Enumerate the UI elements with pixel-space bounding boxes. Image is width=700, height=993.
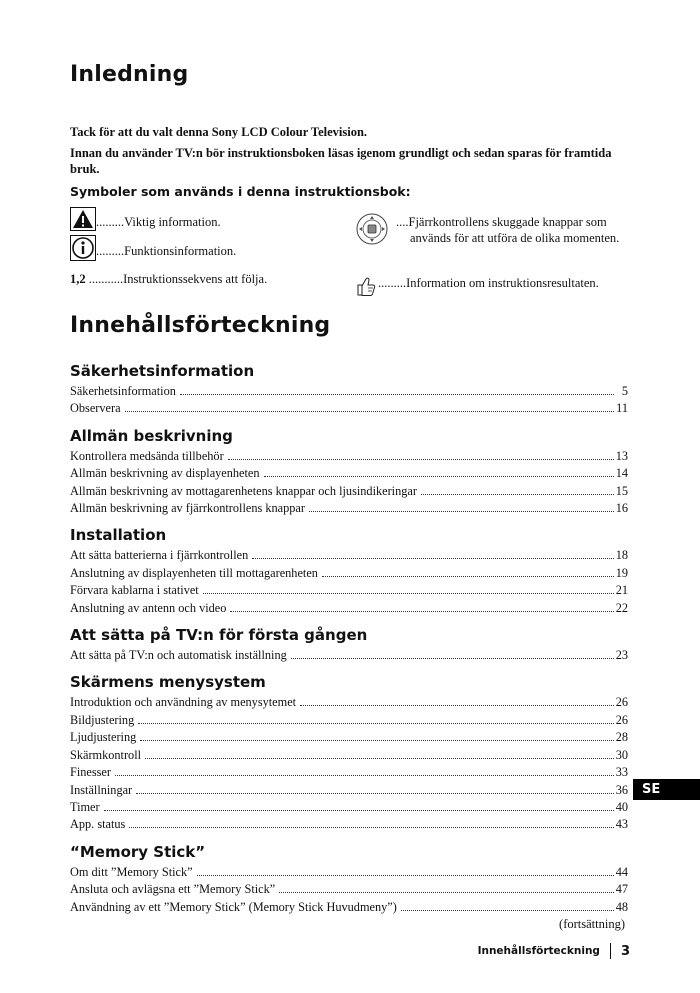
toc-entry[interactable] (70, 500, 628, 517)
toc-entry[interactable] (70, 881, 628, 898)
toc-entry-page: 28 (615, 730, 628, 745)
toc-leader-dots (203, 593, 614, 594)
toc-section-heading: Allmän beskrivning (70, 426, 233, 445)
language-tab: SE (633, 779, 700, 800)
toc-entry[interactable] (70, 400, 628, 417)
thumbs-up-icon (355, 275, 377, 302)
toc-entry[interactable] (70, 764, 628, 781)
toc-entry-page: 19 (615, 565, 628, 580)
toc-leader-dots (115, 775, 614, 776)
toc-entry-title: Skärmkontroll (70, 747, 142, 762)
toc-entry-page: 18 (615, 548, 628, 563)
toc-entry-page: 16 (615, 501, 628, 516)
toc-entry-page: 43 (615, 817, 628, 832)
toc-entry[interactable] (70, 483, 628, 500)
toc-entry-page: 14 (615, 466, 628, 481)
toc-entry[interactable] (70, 565, 628, 582)
toc-entry-title: Säkerhetsinformation (70, 384, 176, 398)
table-of-contents (70, 355, 628, 916)
toc-entry-page: 23 (615, 648, 628, 663)
symbol-result-text: .........Information om instruktionsresultaten. (378, 276, 599, 290)
toc-leader-dots (138, 723, 613, 724)
toc-leader-dots (322, 576, 614, 577)
toc-entry[interactable] (70, 383, 628, 400)
toc-entry-page: 11 (616, 401, 628, 416)
toc-leader-dots (291, 658, 614, 659)
toc-entry[interactable] (70, 465, 628, 482)
toc-leader-dots (421, 494, 614, 495)
symbols-title: Symboler som används i denna instruktionsbok: (70, 184, 411, 199)
toc-leader-dots (264, 476, 614, 477)
toc-leader-dots (140, 740, 613, 741)
toc-section-heading: Att sätta på TV:n för första gången (70, 626, 368, 645)
toc-entry-title: Att sätta batterierna i fjärrkontrollen (70, 548, 249, 563)
page-title-intro: Inledning (70, 62, 189, 87)
toc-entry-title: Finesser (70, 765, 111, 780)
toc-entry-title: Anslutning av displayenheten till mottagarenheten (70, 565, 318, 580)
page-number: 3 (620, 943, 630, 959)
toc-entry[interactable] (70, 864, 628, 881)
toc-entry-page: 26 (615, 695, 628, 710)
toc-entry-title: Timer (70, 799, 100, 814)
toc-entry[interactable] (70, 694, 628, 711)
toc-leader-dots (252, 558, 613, 559)
toc-leader-dots (300, 705, 614, 706)
toc-entry[interactable] (70, 899, 628, 916)
toc-entry-title: Introduktion och användning av menysytemet (70, 695, 297, 710)
toc-entry-title: Förvara kablarna i stativet (70, 583, 199, 598)
toc-entry-title: Att sätta på TV:n och automatisk inställning (70, 648, 287, 663)
toc-section-heading: “Memory Stick” (70, 842, 206, 861)
footer-label: Innehållsförteckning (477, 945, 600, 957)
intro-read-manual: Innan du använder TV:n bör instruktionsboken läsas igenom grundligt och sedan sparas för framtida bruk. (70, 146, 612, 176)
toc-entry-page: 48 (615, 899, 628, 914)
toc-section-heading: Skärmens menysystem (70, 673, 266, 692)
toc-entry-title: Kontrollera medsända tillbehör (70, 448, 224, 463)
toc-entry[interactable] (70, 547, 628, 564)
toc-leader-dots (309, 511, 614, 512)
toc-leader-dots (129, 827, 613, 828)
toc-entry[interactable] (70, 647, 628, 664)
page-title-toc: Innehållsförteckning (70, 313, 331, 338)
toc-entry-title: Allmän beskrivning av mottagarenhetens knappar och ljusindikeringar (70, 483, 417, 498)
toc-entry-page: 30 (615, 747, 628, 762)
toc-entry-title: Användning av ett ”Memory Stick” (Memory Stick Huvudmeny”) (70, 899, 397, 914)
toc-leader-dots (180, 394, 614, 395)
toc-entry-page: 47 (615, 882, 628, 897)
symbol-steps-text: ...........Instruktionssekvens att följa. (85, 272, 268, 286)
toc-leader-dots (230, 611, 613, 612)
toc-section-heading: Säkerhetsinformation (70, 362, 255, 380)
toc-leader-dots (401, 910, 614, 911)
toc-entry[interactable] (70, 747, 628, 764)
toc-entry-title: Bildjustering (70, 712, 135, 727)
toc-section-heading: Installation (70, 526, 167, 545)
toc-entry-title: Ljudjustering (70, 730, 137, 745)
toc-leader-dots (104, 810, 614, 811)
toc-entry-page: 44 (615, 864, 628, 879)
toc-entry-title: Om ditt ”Memory Stick” (70, 864, 193, 879)
symbol-remote-text: ....Fjärrkontrollens skuggade knappar som används för att utföra de olika momenten. (396, 215, 620, 245)
warning-icon (70, 207, 96, 236)
info-icon (70, 235, 96, 266)
toc-entry-page: 22 (615, 600, 628, 615)
toc-leader-dots (228, 459, 614, 460)
continued-note: (fortsättning) (559, 917, 625, 931)
toc-entry[interactable] (70, 712, 628, 729)
toc-entry-title: Anslutning av antenn och video (70, 600, 227, 615)
toc-entry[interactable] (70, 782, 628, 799)
toc-entry-page: 15 (615, 483, 628, 498)
toc-entry-page: 13 (615, 448, 628, 463)
remote-control-icon (355, 212, 389, 251)
toc-leader-dots (145, 758, 614, 759)
toc-entry-title: Observera (70, 401, 121, 416)
intro-thanks: Tack för att du valt denna Sony LCD Colour Television. (70, 125, 368, 139)
footer-divider (610, 943, 611, 959)
toc-entry-title: Allmän beskrivning av fjärrkontrollens knappar (70, 501, 305, 516)
toc-entry-title: Ansluta och avlägsna ett ”Memory Stick” (70, 882, 276, 897)
toc-entry-page: 5 (621, 384, 628, 398)
toc-entry-page: 26 (615, 712, 628, 727)
toc-entry[interactable] (70, 448, 628, 465)
toc-leader-dots (279, 892, 613, 893)
toc-entry-page: 33 (615, 765, 628, 780)
toc-entry-title: Inställningar (70, 782, 133, 797)
symbol-warning-text: .........Viktig information. (96, 215, 221, 229)
toc-leader-dots (136, 793, 614, 794)
toc-leader-dots (197, 875, 614, 876)
toc-entry[interactable] (70, 816, 628, 833)
symbol-info-text: .........Funktionsinformation. (96, 244, 237, 258)
toc-entry-title: Allmän beskrivning av displayenheten (70, 466, 260, 481)
toc-entry[interactable] (70, 799, 628, 816)
toc-entry-page: 21 (615, 583, 628, 598)
toc-entry[interactable] (70, 600, 628, 617)
symbol-steps (70, 271, 267, 287)
toc-entry-title: App. status (70, 817, 126, 832)
toc-leader-dots (125, 411, 614, 412)
symbol-steps-prefix: 1,2 (70, 272, 86, 286)
toc-entry[interactable] (70, 729, 628, 746)
page-footer (478, 943, 630, 959)
toc-entry-page: 36 (615, 782, 628, 797)
toc-entry[interactable] (70, 582, 628, 599)
toc-entry-page: 40 (615, 799, 628, 814)
